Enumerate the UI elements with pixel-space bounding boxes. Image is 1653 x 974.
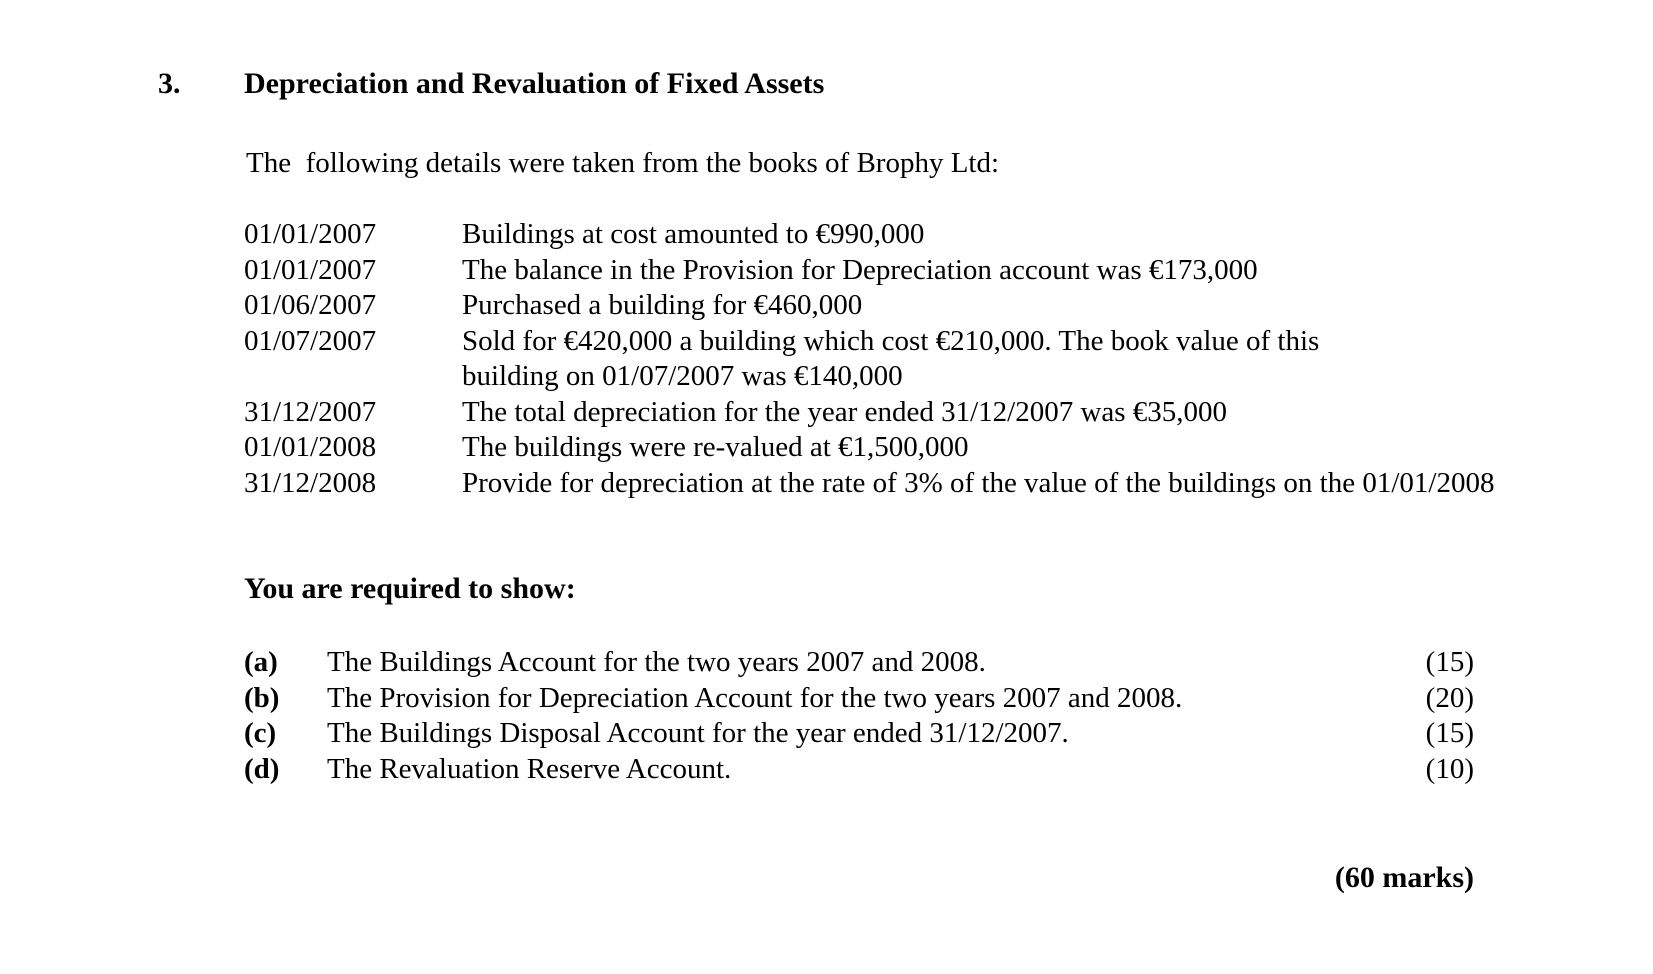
detail-text: Sold for €420,000 a building which cost €210,000. The book value of this building on 01/07/2007 was €140,000	[462, 324, 1320, 392]
detail-date: 31/12/2007	[244, 395, 377, 428]
task-letter: (d)	[244, 752, 280, 785]
task-text: The Provision for Depreciation Account for the two years 2007 and 2008.	[327, 681, 1183, 714]
total-marks: (60 marks)	[1334, 861, 1474, 894]
detail-date: 01/06/2007	[244, 289, 377, 321]
detail-text: Purchased a building for €460,000	[462, 289, 863, 321]
task-text: The Revaluation Reserve Account.	[327, 752, 732, 785]
intro-text: The following details were taken from the books of Brophy Ltd:	[246, 147, 1000, 179]
detail-text: The balance in the Provision for Depreciation account was €173,000	[462, 253, 1258, 286]
details-list	[244, 217, 1572, 501]
task-marks: (20)	[1425, 681, 1474, 714]
task-row	[244, 716, 1474, 752]
required-heading: You are required to show:	[244, 572, 576, 605]
question-title: Depreciation and Revaluation of Fixed Assets	[244, 67, 825, 100]
detail-text: Buildings at cost amounted to €990,000	[462, 218, 925, 250]
detail-text: The total depreciation for the year ended 31/12/2007 was €35,000	[462, 395, 1228, 428]
detail-date: 01/07/2007	[244, 324, 377, 357]
detail-date: 31/12/2008	[244, 466, 377, 499]
detail-row	[244, 288, 1572, 324]
detail-row	[244, 324, 1572, 395]
task-letter: (a)	[244, 646, 278, 678]
detail-row	[244, 430, 1572, 466]
task-letter: (c)	[244, 717, 277, 749]
detail-row	[244, 466, 1572, 502]
task-row	[244, 752, 1474, 788]
task-text: The Buildings Disposal Account for the year ended 31/12/2007.	[327, 717, 1069, 749]
detail-text: The buildings were re-valued at €1,500,000	[462, 431, 969, 463]
task-marks: (15)	[1425, 717, 1474, 749]
detail-date: 01/01/2008	[244, 431, 377, 463]
task-marks: (15)	[1425, 646, 1474, 678]
task-row	[244, 645, 1474, 681]
task-text: The Buildings Account for the two years 2007 and 2008.	[327, 646, 986, 678]
task-marks: (10)	[1425, 752, 1474, 785]
detail-date: 01/01/2007	[244, 218, 377, 250]
task-list	[244, 645, 1474, 787]
task-letter: (b)	[244, 681, 280, 714]
task-row	[244, 681, 1474, 717]
detail-row	[244, 395, 1572, 431]
detail-date: 01/01/2007	[244, 253, 377, 286]
detail-text: Provide for depreciation at the rate of 3% of the value of the buildings on the 01/01/2008	[462, 466, 1495, 499]
detail-row	[244, 253, 1572, 289]
detail-row	[244, 217, 1572, 253]
question-number: 3.	[158, 67, 181, 100]
